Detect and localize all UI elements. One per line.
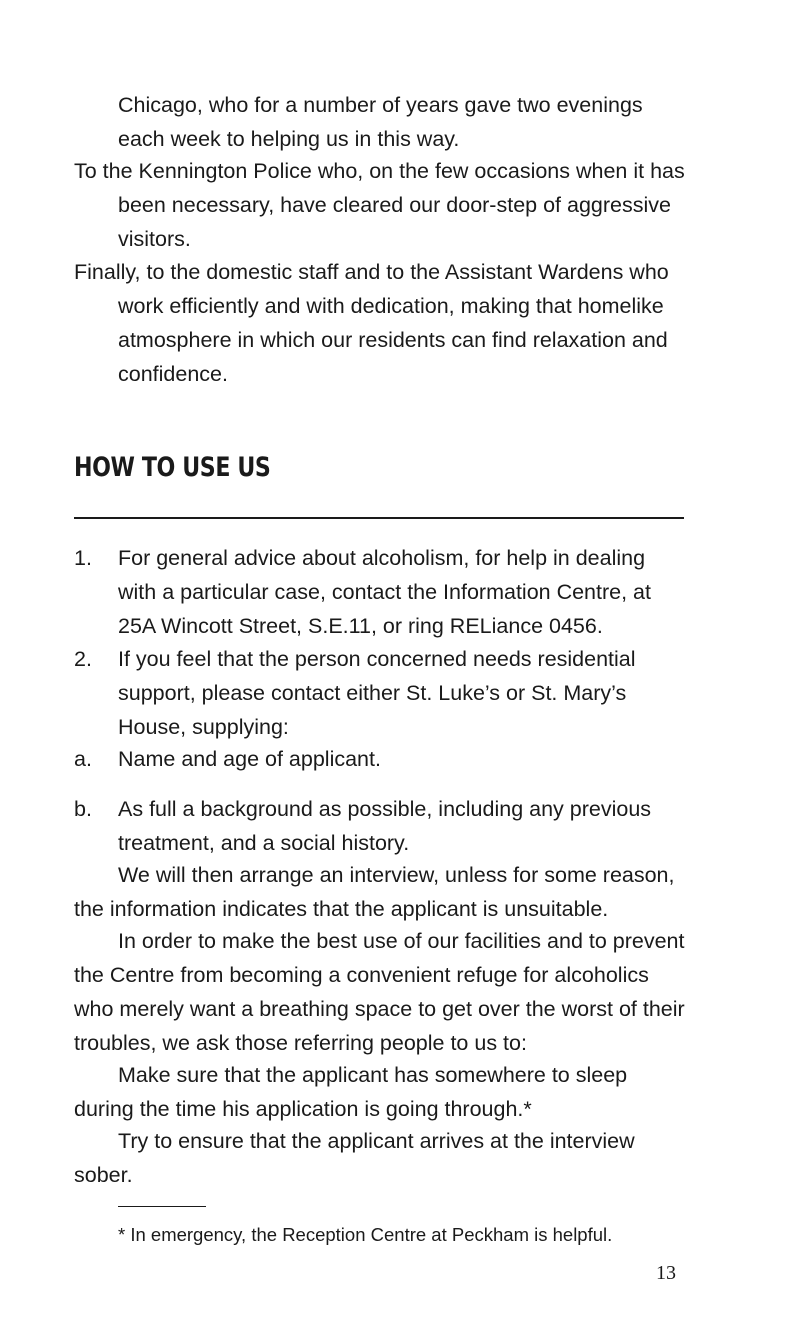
list-item-text: For general advice about alcoholism, for help in dealing with a particular case, contact the Information Centre, at 25A Wincott Street, S.E.11, or ring RELiance 0456. [118, 546, 651, 638]
list-item-text: Name and age of applicant. [118, 747, 381, 771]
footnote: * In emergency, the Reception Centre at Peckham is helpful. [118, 1224, 613, 1245]
list-item-a [74, 742, 686, 776]
facilities-paragraph: In order to make the best use of our facilities and to prevent the Centre from becoming a convenient refuge for alcoholics who merely want a breathing space to get over the worst of their troubles, we ask those referring people to us to: [74, 929, 685, 1055]
interview-paragraph: We will then arrange an interview, unless for some reason, the information indicates that the applicant is unsuitable. [74, 863, 675, 921]
list-item-text: If you feel that the person concerned needs residential support, please contact either St. Luke’s or St. Mary’s House, supplying: [118, 647, 636, 739]
thanks-staff-paragraph: Finally, to the domestic staff and to the Assistant Wardens who work efficiently and with dedication, making that homelike atmosphere in which our residents can find relaxation and confidence. [74, 260, 669, 386]
thanks-police-paragraph: To the Kennington Police who, on the few occasions when it has been necessary, have cleared our door-step of aggressive visitors. [74, 159, 685, 251]
list-item-1 [74, 541, 686, 643]
sober-paragraph: Try to ensure that the applicant arrives at the interview sober. [74, 1129, 635, 1187]
sleep-paragraph: Make sure that the applicant has somewhere to sleep during the time his application is going through.* [74, 1063, 628, 1121]
list-item-text: As full a background as possible, including any previous treatment, and a social history. [118, 797, 652, 855]
page-number: 13 [656, 1262, 676, 1284]
list-item-b [74, 792, 686, 860]
list-item-2 [74, 642, 686, 744]
list-marker: a. [74, 747, 92, 771]
list-marker: b. [74, 797, 92, 821]
continuation-paragraph: Chicago, who for a number of years gave two evenings each week to helping us in this way. [118, 93, 643, 151]
heading-rule [74, 517, 684, 519]
section-heading: HOW TO USE US [74, 452, 271, 483]
list-marker: 2. [74, 647, 92, 671]
list-marker: 1. [74, 546, 92, 570]
footnote-rule [118, 1206, 206, 1207]
